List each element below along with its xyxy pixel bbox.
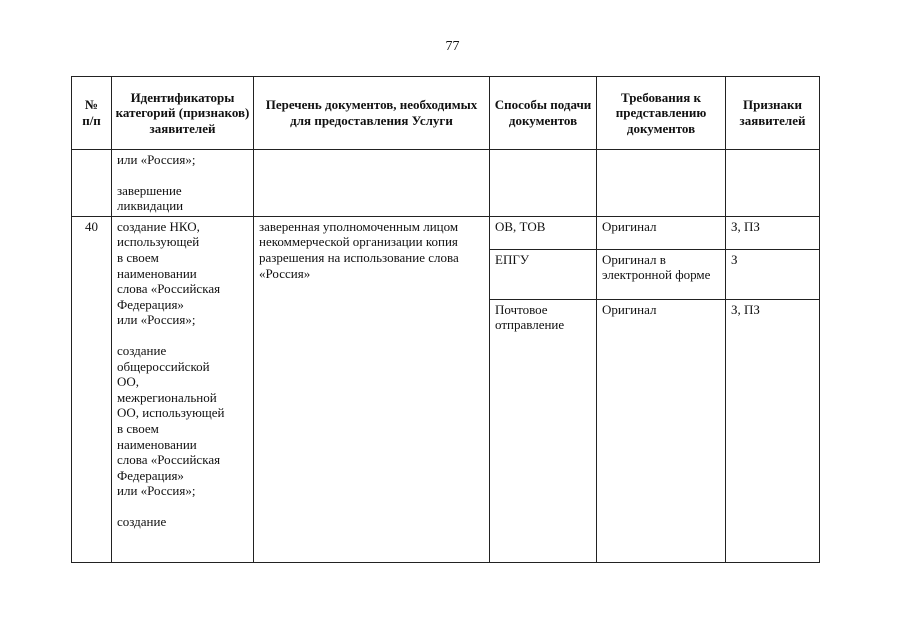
id-line: использующей bbox=[117, 234, 200, 250]
cell-empty bbox=[726, 150, 820, 217]
cell-requirement: Оригинал bbox=[597, 216, 726, 249]
id-line: Федерация» bbox=[117, 467, 184, 483]
id-line-gap bbox=[117, 499, 248, 514]
cell-identifiers-40 bbox=[112, 216, 254, 562]
cell-empty bbox=[490, 150, 597, 217]
cell-requirement: Оригинал bbox=[597, 299, 726, 562]
header-number bbox=[72, 77, 112, 150]
id-line: или «Россия»; bbox=[117, 483, 196, 499]
cell-empty bbox=[597, 150, 726, 217]
header-row bbox=[72, 77, 820, 150]
id-line: или «Россия»; bbox=[117, 152, 196, 167]
id-line: ОО, использующей bbox=[117, 405, 225, 421]
id-line: слова «Российская bbox=[117, 281, 221, 297]
cell-document-40: заверенная уполномоченным лицом некоммерческой организации копия разрешения на использование слова «Россия» bbox=[254, 216, 490, 562]
id-line: в своем bbox=[117, 249, 159, 265]
id-line: слова «Российская bbox=[117, 452, 221, 468]
id-line-gap bbox=[117, 168, 248, 183]
id-line: или «Россия»; bbox=[117, 312, 196, 328]
cell-empty bbox=[254, 150, 490, 217]
id-line-gap bbox=[117, 328, 248, 343]
table-row-continuation bbox=[72, 150, 820, 217]
cell-identifiers-continuation bbox=[112, 150, 254, 217]
row-number: 40 bbox=[72, 216, 112, 562]
id-line: завершение bbox=[117, 182, 182, 198]
header-number-sign: № bbox=[84, 97, 99, 113]
id-line: в своем bbox=[117, 420, 159, 436]
id-line: межрегиональной bbox=[117, 389, 217, 405]
header-number-pp: п/п bbox=[82, 113, 101, 128]
id-line: ОО, bbox=[117, 374, 140, 390]
cell-signs: З bbox=[726, 249, 820, 299]
id-line: наименовании bbox=[117, 265, 197, 281]
header-identifiers: Идентификаторы категорий (признаков) заявителей bbox=[112, 77, 254, 150]
id-line: Федерация» bbox=[117, 296, 184, 312]
cell-signs: З, ПЗ bbox=[726, 299, 820, 562]
id-line: создание bbox=[117, 513, 167, 529]
cell-empty bbox=[72, 150, 112, 217]
cell-method: ОВ, ТОВ bbox=[490, 216, 597, 249]
header-signs: Признаки заявителей bbox=[726, 77, 820, 150]
cell-method: Почтовое отправление bbox=[490, 299, 597, 562]
id-line: создание bbox=[117, 342, 167, 358]
table-row-40 bbox=[72, 216, 820, 249]
id-line: общероссийской bbox=[117, 358, 210, 374]
header-methods: Способы подачи документов bbox=[490, 77, 597, 150]
cell-method: ЕПГУ bbox=[490, 249, 597, 299]
document-table bbox=[71, 76, 820, 563]
id-line: ликвидации bbox=[117, 198, 184, 214]
cell-requirement: Оригинал в электронной форме bbox=[597, 249, 726, 299]
header-requirements: Требования к представлению документов bbox=[597, 77, 726, 150]
cell-signs: З, ПЗ bbox=[726, 216, 820, 249]
id-line: наименовании bbox=[117, 436, 197, 452]
page-number: 77 bbox=[445, 39, 460, 54]
header-documents: Перечень документов, необходимых для предоставления Услуги bbox=[254, 77, 490, 150]
id-line: создание НКО, bbox=[117, 218, 200, 234]
